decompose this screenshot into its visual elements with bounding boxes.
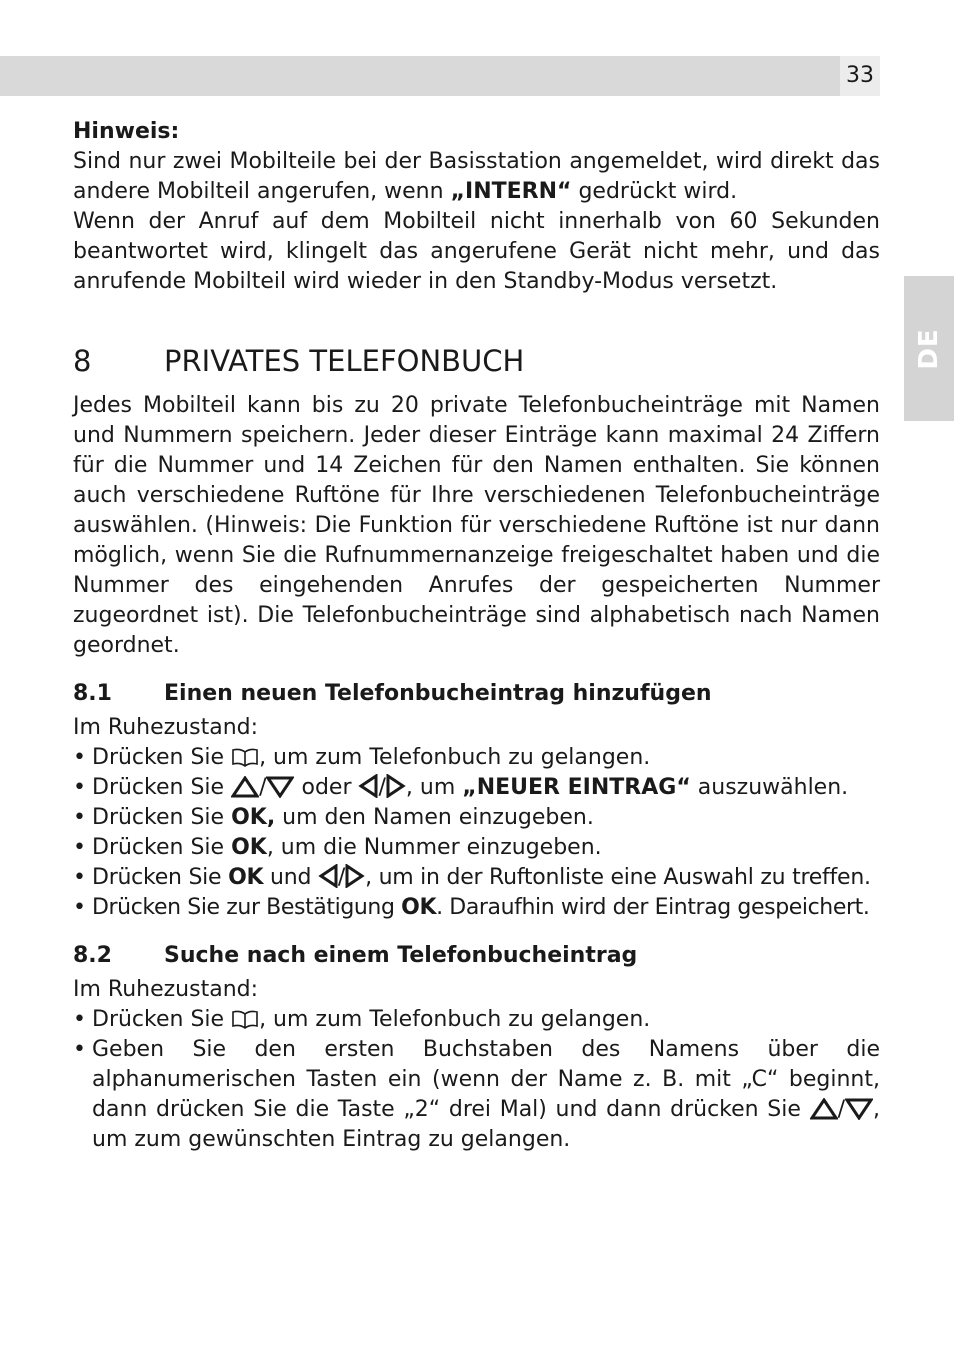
list-item xyxy=(73,863,880,893)
slash: / xyxy=(259,775,267,800)
bullet: • xyxy=(73,1007,86,1032)
subsection-heading xyxy=(73,679,880,709)
step-text: Drücken Sie xyxy=(92,805,232,830)
slash: / xyxy=(837,1097,845,1122)
hint-paragraph-1 xyxy=(73,147,880,207)
step-text: Drücken Sie xyxy=(92,1007,232,1032)
intern-key-label: „INTERN“ xyxy=(450,179,572,204)
step-text: Drücken Sie xyxy=(92,865,229,890)
list-item xyxy=(73,1035,880,1155)
list-item xyxy=(73,803,880,833)
bullet: • xyxy=(73,775,86,800)
left-triangle-icon xyxy=(358,774,378,798)
up-triangle-icon xyxy=(231,776,259,798)
down-triangle-icon xyxy=(845,1098,873,1120)
book-icon xyxy=(231,746,259,768)
header-bar xyxy=(0,56,840,96)
step-text: um den Namen einzugeben. xyxy=(275,805,594,830)
step-text: , um zum gewünschten Eintrag zu gelangen. xyxy=(92,1097,880,1152)
section-heading xyxy=(73,343,880,379)
subsection-number: 8.2 xyxy=(73,943,112,968)
step-text: Drücken Sie xyxy=(92,745,232,770)
subsection-title: Suche nach einem Telefonbucheintrag xyxy=(164,943,638,968)
step-text: , um zum Telefonbuch zu gelangen. xyxy=(259,1007,651,1032)
hint-title: Hinweis: xyxy=(73,119,180,144)
page-content xyxy=(73,117,880,1155)
step-text: , um xyxy=(405,775,463,800)
step-text: Drücken Sie xyxy=(92,835,232,860)
bullet: • xyxy=(73,745,86,770)
idle-state-label: Im Ruhezustand: xyxy=(73,977,259,1002)
bullet: • xyxy=(73,805,86,830)
step-text: oder xyxy=(294,775,359,800)
step-list xyxy=(73,1005,880,1155)
language-tab-label: DE xyxy=(914,327,944,370)
section-number: 8 xyxy=(73,344,92,378)
page-number: 33 xyxy=(840,56,880,96)
hint-text: Sind nur zwei Mobilteile bei der Basisstation angemeldet, wird direkt das andere Mobilteil angerufen, wenn xyxy=(73,149,880,204)
step-list xyxy=(73,743,880,923)
ok-key-label: OK, xyxy=(231,805,276,830)
ok-key-label: OK xyxy=(228,865,264,890)
up-triangle-icon xyxy=(810,1098,838,1120)
step-text: Drücken Sie zur Bestätigung xyxy=(92,895,402,920)
slash: / xyxy=(378,775,386,800)
step-text: Drücken Sie xyxy=(92,775,232,800)
bullet: • xyxy=(73,835,86,860)
list-item xyxy=(73,773,880,803)
subsection-title: Einen neuen Telefonbucheintrag hinzufügen xyxy=(164,681,712,706)
list-item xyxy=(73,743,880,773)
down-triangle-icon xyxy=(266,776,294,798)
step-text: und xyxy=(263,865,318,890)
section-title: PRIVATES TELEFONBUCH xyxy=(164,344,525,378)
step-text: , um die Nummer einzugeben. xyxy=(266,835,602,860)
slash: / xyxy=(337,865,346,890)
bullet: • xyxy=(73,1037,86,1062)
idle-state-label: Im Ruhezustand: xyxy=(73,715,259,740)
ok-key-label: OK xyxy=(401,895,437,920)
list-item xyxy=(73,1005,880,1035)
list-item xyxy=(73,833,880,863)
list-item xyxy=(73,893,880,923)
ok-key-label: OK xyxy=(231,835,267,860)
hint-paragraph-2: Wenn der Anruf auf dem Mobilteil nicht innerhalb von 60 Sekunden beantwortet wird, klingelt das angerufene Gerät nicht mehr, und das anrufende Mobilteil wird wieder in den Standby-Modus versetzt. xyxy=(73,209,880,294)
step-text: Geben Sie den ersten Buchstaben des Namens über die alphanumerischen Tasten ein (wenn der Name z. B. mit „C“ beginnt, dann drücken Sie die Taste „2“ drei Mal) und dann drücken Sie xyxy=(92,1037,880,1122)
right-triangle-icon xyxy=(386,774,406,798)
right-triangle-icon xyxy=(345,864,365,888)
language-tab xyxy=(904,276,954,421)
subsection-heading xyxy=(73,941,880,971)
step-text: auszuwählen. xyxy=(690,775,849,800)
bullet: • xyxy=(73,865,86,890)
step-text: , um in der Ruftonliste eine Auswahl zu treffen. xyxy=(365,865,871,890)
hint-text: gedrückt wird. xyxy=(571,179,738,204)
left-triangle-icon xyxy=(318,864,338,888)
book-icon xyxy=(231,1008,259,1030)
step-text: . Daraufhin wird der Eintrag gespeichert. xyxy=(436,895,870,920)
menu-option-label: „NEUER EINTRAG“ xyxy=(462,775,691,800)
section-body: Jedes Mobilteil kann bis zu 20 private Telefonbucheinträge mit Namen und Nummern speichern. Jeder dieser Einträge kann maximal 24 Ziffern für die Nummer und 14 Zeichen für den Namen enthalten. Sie können auch verschiedene Ruftöne für Ihre verschiedenen Telefonbucheinträge auswählen. (Hinweis: Die Funktion für verschiedene Ruftöne ist nur dann möglich, wenn Sie die Rufnummernanzeige freigeschaltet haben und die Nummer des eingehenden Anrufes der gespeicherten Nummer zugeordnet ist). Die Telefonbucheinträge sind alphabetisch nach Namen geordnet. xyxy=(73,393,880,658)
subsection-number: 8.1 xyxy=(73,681,112,706)
bullet: • xyxy=(73,895,86,920)
step-text: , um zum Telefonbuch zu gelangen. xyxy=(259,745,651,770)
